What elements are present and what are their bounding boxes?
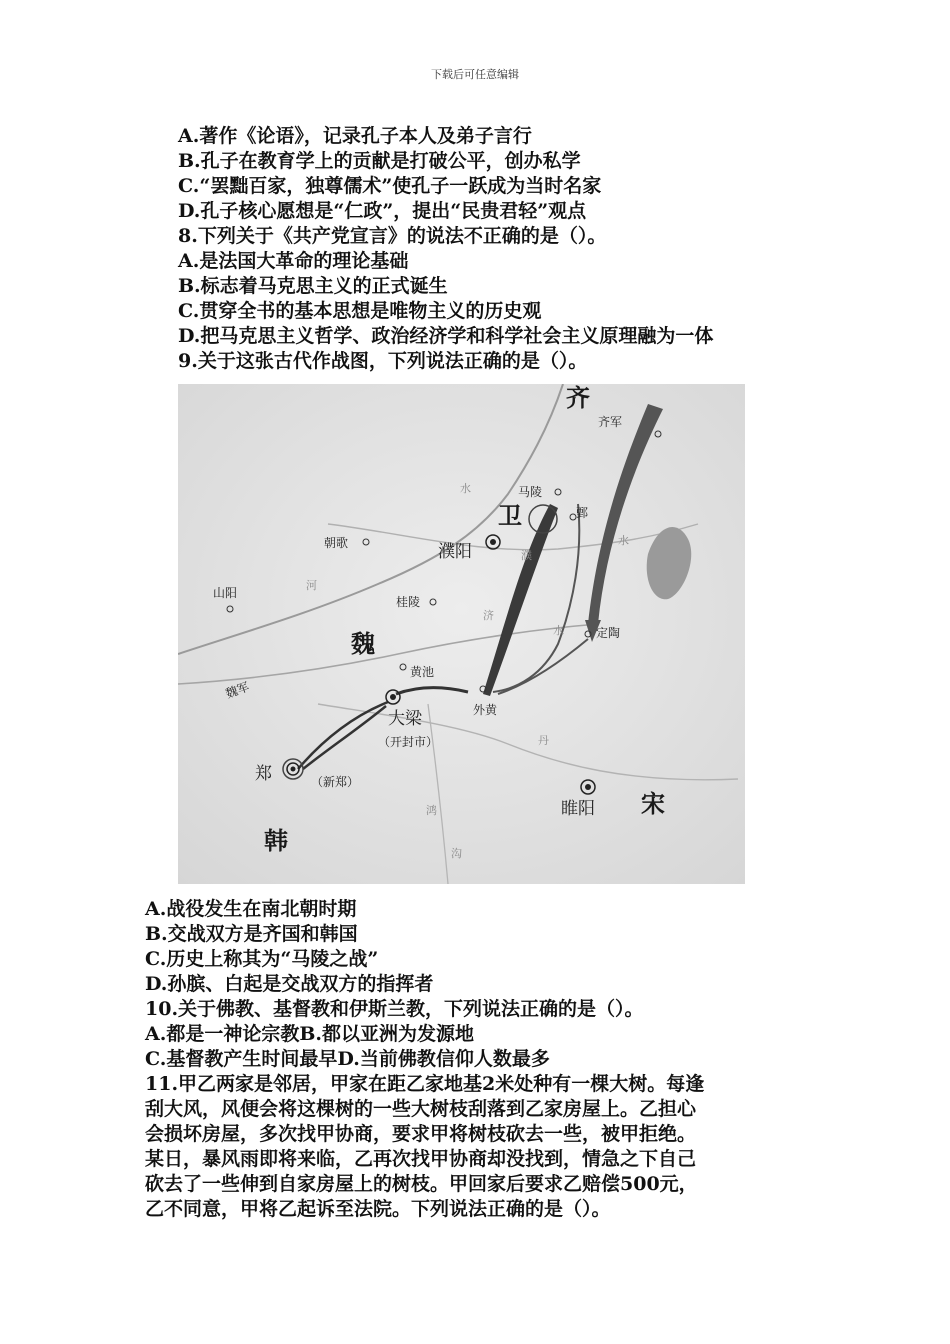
qi-army-label: 齐军 [598, 415, 623, 429]
maling-label: 马陵 [518, 485, 543, 499]
q7-option-c: C.“罢黜百家，独尊儒术”使孔子一跃成为当时名家 [178, 175, 602, 197]
river-char-ji: 济 [483, 609, 494, 622]
waihuang-label: 外黄 [473, 703, 498, 717]
questions-9-11 [145, 897, 704, 1222]
q8-stem: 8.下列关于《共产党宣言》的说法不正确的是（）。 [178, 225, 607, 247]
puyang-label: 濮阳 [438, 542, 472, 562]
q10-stem: 10.关于佛教、基督教和伊斯兰教，下列说法正确的是（）。 [145, 998, 644, 1020]
q8-option-b: B.标志着马克思主义的正式诞生 [178, 275, 448, 297]
river-char-he: 河 [306, 579, 317, 592]
q11-line-4: 某日，暴风雨即将来临，乙再次找甲协商却没找到，情急之下自己 [145, 1148, 697, 1170]
battle-map [178, 384, 745, 884]
q9-option-d: D.孙膑、白起是交战双方的指挥者 [145, 973, 434, 995]
shanyang-label: 山阳 [213, 586, 238, 600]
kaifeng-note: （开封市） [378, 735, 439, 749]
river-char-hong: 鸿 [426, 804, 437, 817]
zheng-label: 郑 [255, 764, 272, 784]
q11-line-1: 11.甲乙两家是邻居，甲家在距乙家地基2米处种有一棵大树。每逢 [145, 1073, 705, 1095]
chaoge-label: 朝歌 [324, 536, 349, 550]
daliang-label: 大梁 [388, 709, 422, 729]
q8-option-c: C.贯穿全书的基本思想是唯物主义的历史观 [178, 300, 542, 322]
q11-line-6: 乙不同意，甲将乙起诉至法院。下列说法正确的是（）。 [145, 1198, 611, 1220]
q9-stem: 9.关于这张古代作战图，下列说法正确的是（）。 [178, 350, 588, 372]
q7-option-d: D.孔子核心愿想是“仁政”，提出“民贵君轻”观点 [178, 200, 587, 222]
q11-line-2: 刮大风，风便会将这棵树的一些大树枝刮落到乙家房屋上。乙担心 [145, 1098, 697, 1120]
state-song-label: 宋 [641, 790, 665, 818]
state-han-label: 韩 [264, 827, 288, 855]
q8-option-d: D.把马克思主义哲学、政治经济学和科学社会主义原理融为一体 [178, 325, 714, 347]
river-char-shui-1: 水 [460, 482, 471, 495]
huangchi-label: 黄池 [410, 665, 435, 679]
battle-map-svg [178, 384, 745, 884]
guiling-label: 桂陵 [396, 595, 421, 609]
state-qi-label: 齐 [566, 384, 590, 412]
q10-option-cd: C.基督教产生时间最早D.当前佛教信仰人数最多 [145, 1048, 550, 1070]
q7-option-a: A.著作《论语》，记录孔子本人及弟子言行 [178, 125, 532, 147]
q9-option-a: A.战役发生在南北朝时期 [145, 898, 357, 920]
state-wei-label: 魏 [351, 630, 375, 658]
wei-army-label: 魏军 [223, 679, 252, 701]
river-char-shui-2: 水 [618, 534, 629, 547]
q8-option-a: A.是法国大革命的理论基础 [178, 250, 409, 272]
river-char-gou: 沟 [451, 847, 462, 860]
river-char-pu: 濮 [521, 549, 532, 562]
q11-line-3: 会损坏房屋，多次找甲协商，要求甲将树枝砍去一些，被甲拒绝。 [145, 1123, 697, 1145]
q10-option-ab: A.都是一神论宗教B.都以亚洲为发源地 [145, 1023, 475, 1045]
xinzheng-note: （新郑） [311, 775, 360, 789]
questions-7-9 [178, 124, 713, 374]
page-header: 下载后可任意编辑 [431, 68, 519, 81]
river-char-shui-3: 水 [553, 624, 564, 637]
suiyang-label: 睢阳 [561, 799, 595, 819]
juan-label: 鄄 [576, 506, 589, 520]
q11-line-5: 砍去了一些伸到自家房屋上的树枝。甲回家后要求乙赔偿500元， [145, 1173, 698, 1195]
q9-option-b: B.交战双方是齐国和韩国 [145, 923, 358, 945]
state-wei-small-label: 卫 [498, 502, 522, 530]
river-char-dan: 丹 [538, 734, 549, 747]
q9-option-c: C.历史上称其为“马陵之战” [145, 948, 379, 970]
q7-option-b: B.孔子在教育学上的贡献是打破公平，创办私学 [178, 150, 581, 172]
dingtao-label: 定陶 [596, 626, 621, 640]
